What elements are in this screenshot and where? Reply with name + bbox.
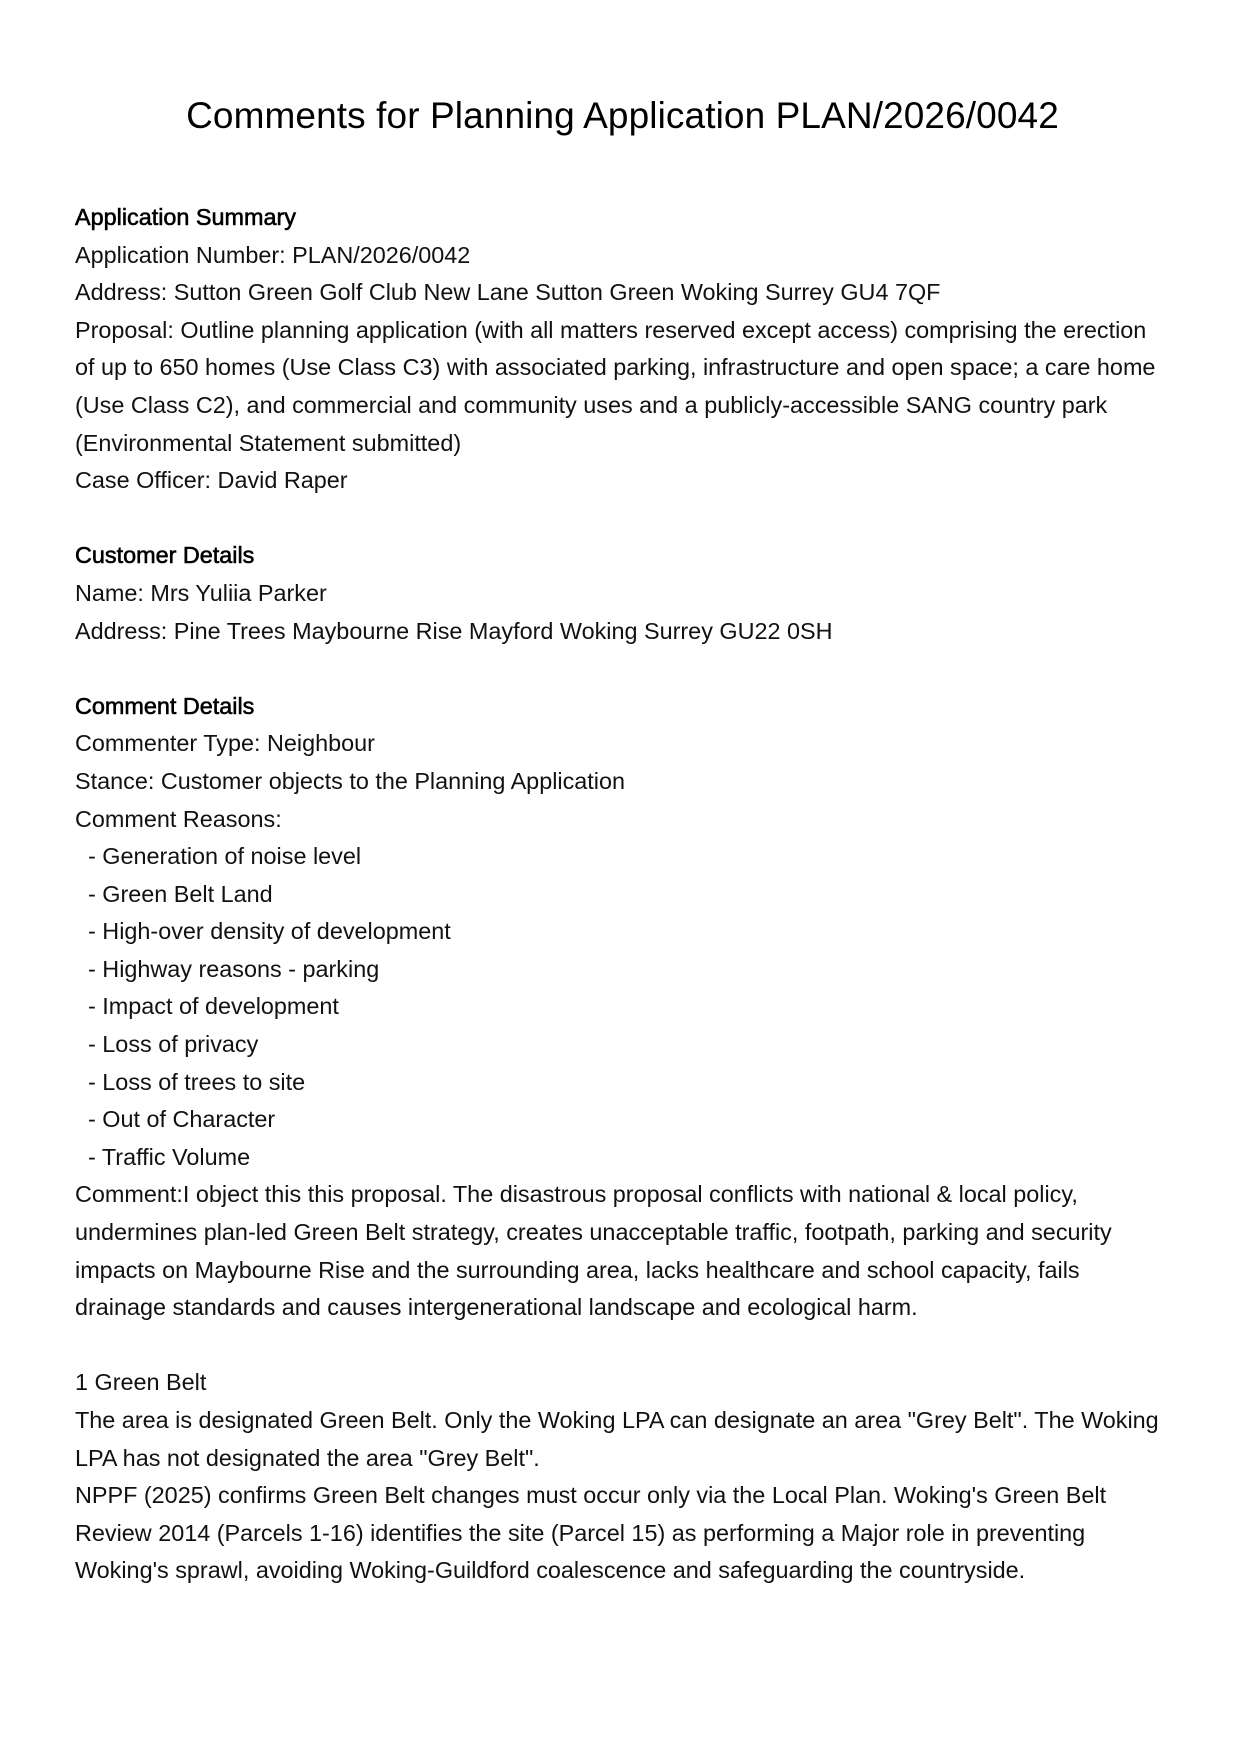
- comment-reasons-list: [75, 838, 1170, 1176]
- comment-reason-item: - Generation of noise level: [75, 838, 1170, 876]
- comment-reason-item: - High-over density of development: [75, 913, 1170, 951]
- section-1-title: 1 Green Belt: [75, 1369, 207, 1396]
- comment-details-heading: Comment Details: [75, 692, 255, 719]
- comment-reason-item: - Out of Character: [75, 1101, 1170, 1139]
- comment-reason-item: - Green Belt Land: [75, 876, 1170, 914]
- spacer: [75, 650, 1170, 688]
- application-summary-heading: Application Summary: [75, 204, 297, 230]
- document-body: [75, 199, 1170, 1590]
- comment-reason-item: - Loss of privacy: [75, 1026, 1170, 1064]
- proposal-text: Proposal: Outline planning application (with all matters reserved except access) comprising the erection of up to 650 homes (Use Class C3) with associated parking, infrastructure and open space; a care home (Use Class C2), and commercial and community uses and a publicly-accessible SANG country park (Environmental Statement submitted): [75, 316, 1156, 456]
- spacer: [75, 1327, 1170, 1365]
- comment-reason-item: - Impact of development: [75, 988, 1170, 1026]
- customer-details-heading: Customer Details: [75, 542, 255, 569]
- customer-address: Address: Pine Trees Maybourne Rise Mayford Woking Surrey GU22 0SH: [75, 617, 833, 644]
- commenter-type: Commenter Type: Neighbour: [75, 730, 375, 757]
- application-summary-section: [75, 199, 1170, 500]
- spacer: [75, 500, 1170, 538]
- comment-reason-item: - Highway reasons - parking: [75, 951, 1170, 989]
- comment-reason-item: - Traffic Volume: [75, 1139, 1170, 1177]
- comment-details-section: [75, 688, 1170, 1590]
- customer-name: Name: Mrs Yuliia Parker: [75, 579, 327, 606]
- comment-text: Comment:I object this this proposal. The disastrous proposal conflicts with national & local policy, undermines plan-led Green Belt strategy, creates unacceptable traffic, footpath, parking and security impacts on Maybourne Rise and the surrounding area, lacks healthcare and school capacity, fails drainage standards and causes intergenerational landscape and ecological harm.: [75, 1181, 1112, 1321]
- stance: Stance: Customer objects to the Planning Application: [75, 767, 626, 794]
- case-officer: Case Officer: David Raper: [75, 467, 348, 494]
- document-title: Comments for Planning Application PLAN/2026/0042: [186, 95, 1059, 136]
- section-1-paragraph-2: NPPF (2025) confirms Green Belt changes must occur only via the Local Plan. Woking's Green Belt Review 2014 (Parcels 1-16) identifies the site (Parcel 15) as performing a Major role in preventing Woking's sprawl, avoiding Woking-Guildford coalescence and safeguarding the countryside.: [75, 1482, 1107, 1584]
- section-1-paragraph-1: The area is designated Green Belt. Only the Woking LPA can designate an area "Grey Belt". The Woking LPA has not designated the area "Grey Belt".: [75, 1407, 1159, 1471]
- comment-reasons-label: Comment Reasons:: [75, 805, 282, 832]
- site-address: Address: Sutton Green Golf Club New Lane Sutton Green Woking Surrey GU4 7QF: [75, 279, 941, 306]
- application-number: Application Number: PLAN/2026/0042: [75, 241, 471, 268]
- customer-details-section: [75, 537, 1170, 650]
- comment-reason-item: - Loss of trees to site: [75, 1064, 1170, 1102]
